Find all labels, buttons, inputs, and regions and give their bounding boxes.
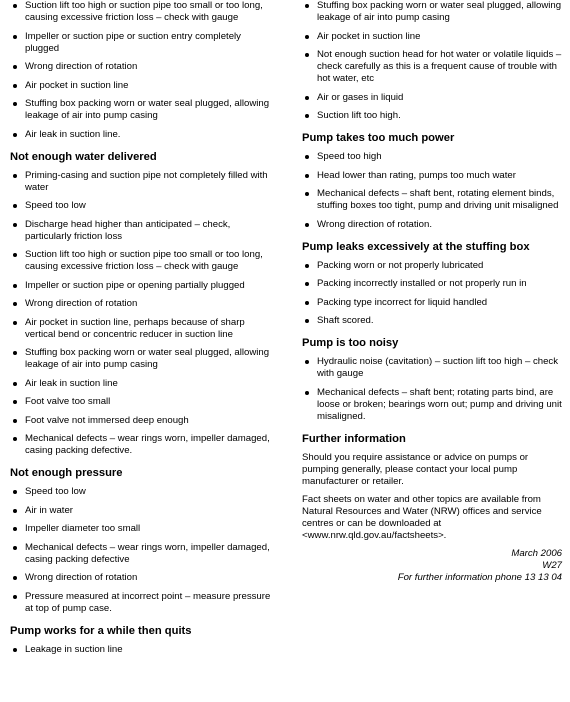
list-item: Not enough suction head for hot water or volatile liquids – check carefully as this is a frequent cause of trouble with hot water, etc (302, 49, 564, 85)
list-item: Suction lift too high or suction pipe too small or too long, causing excessive friction loss – check with gauge (10, 249, 272, 273)
heading-further-information: Further information (302, 432, 406, 445)
list-item: Wrong direction of rotation. (302, 219, 564, 231)
list-item: Wrong direction of rotation (10, 61, 272, 73)
list-item: Suction lift too high. (302, 110, 564, 122)
list-item: Air in water (10, 505, 272, 517)
list-item: Speed too low (10, 486, 272, 498)
list-stuffing-box-leaks (302, 260, 564, 328)
heading-stuffing-box-leaks: Pump leaks excessively at the stuffing box (302, 240, 530, 253)
list-item: Discharge head higher than anticipated – check, particularly friction loss (10, 219, 272, 243)
list-not-enough-pressure (10, 486, 272, 615)
heading-pump-quits: Pump works for a while then quits (10, 624, 192, 637)
list-item: Air pocket in suction line, perhaps because of sharp vertical bend or concentric reducer in suction line (10, 317, 272, 341)
list-not-enough-water (10, 170, 272, 458)
heading-not-enough-water: Not enough water delivered (10, 150, 157, 163)
list-item: Speed too low (10, 200, 272, 212)
list-too-noisy (302, 356, 564, 423)
list-item: Air leak in suction line (10, 378, 272, 390)
list-item: Air pocket in suction line (10, 80, 272, 92)
heading-too-much-power: Pump takes too much power (302, 132, 455, 144)
footer-code: W27 (542, 559, 562, 571)
right-column (302, 0, 564, 584)
footer-phone: For further information phone 13 13 04 (397, 571, 562, 583)
list-item: Stuffing box packing worn or water seal plugged, allowing leakage of air into pump casing (302, 0, 564, 24)
list-item: Impeller or suction pipe or opening partially plugged (10, 280, 272, 292)
list-item: Mechanical defects – wear rings worn, impeller damaged, casing packing defective (10, 542, 272, 566)
list-item: Air leak in suction line. (10, 129, 272, 141)
intro-list-left (10, 0, 272, 141)
left-column (10, 0, 272, 662)
footer (302, 548, 564, 584)
list-item: Foot valve not immersed deep enough (10, 415, 272, 427)
list-item: Foot valve too small (10, 396, 272, 408)
paragraph-assistance: Should you require assistance or advice on pumps or pumping generally, please contact your local pump manufacturer or retailer. (302, 451, 529, 487)
list-item: Speed too high (302, 151, 564, 163)
list-item: Head lower than rating, pumps too much water (302, 170, 564, 182)
list-item: Wrong direction of rotation (10, 572, 272, 584)
list-item: Air pocket in suction line (302, 31, 564, 43)
paragraph-fact-sheets: Fact sheets on water and other topics are available from Natural Resources and Water (NRW) offices and service centres or can be downloaded at <www.nrw.qld.gov.au/factsheets>. (302, 493, 542, 541)
list-item: Leakage in suction line (10, 644, 272, 656)
list-item: Mechanical defects – wear rings worn, impeller damaged, casing packing defective. (10, 433, 272, 457)
list-item: Stuffing box packing worn or water seal plugged, allowing leakage of air into pump casing (10, 347, 272, 371)
list-item: Impeller or suction pipe or suction entry completely plugged (10, 31, 272, 55)
list-pump-quits (10, 644, 272, 656)
list-item: Suction lift too high or suction pipe too small or too long, causing excessive friction loss – check with gauge (10, 0, 272, 24)
list-item: Packing incorrectly installed or not properly run in (302, 278, 564, 290)
list-item: Air or gases in liquid (302, 92, 564, 104)
list-item: Mechanical defects – shaft bent, rotating element binds, stuffing boxes too tight, pump and driving unit misaligned (302, 188, 564, 212)
intro-list-right (302, 0, 564, 122)
list-too-much-power (302, 151, 564, 231)
heading-too-noisy: Pump is too noisy (302, 337, 399, 349)
list-item: Shaft scored. (302, 315, 564, 327)
list-item: Packing worn or not properly lubricated (302, 260, 564, 272)
list-item: Priming-casing and suction pipe not completely filled with water (10, 170, 272, 194)
list-item: Pressure measured at incorrect point – measure pressure at top of pump case. (10, 591, 272, 615)
list-item: Hydraulic noise (cavitation) – suction lift too high – check with gauge (302, 356, 564, 380)
list-item: Mechanical defects – shaft bent; rotating parts bind, are loose or broken; bearings worn out; pump and driving unit misaligned. (302, 387, 564, 423)
list-item: Wrong direction of rotation (10, 298, 272, 310)
list-item: Stuffing box packing worn or water seal plugged, allowing leakage of air into pump casing (10, 98, 272, 122)
list-item: Impeller diameter too small (10, 523, 272, 535)
heading-not-enough-pressure: Not enough pressure (10, 467, 123, 479)
footer-date: March 2006 (511, 547, 562, 559)
list-item: Packing type incorrect for liquid handled (302, 297, 564, 309)
